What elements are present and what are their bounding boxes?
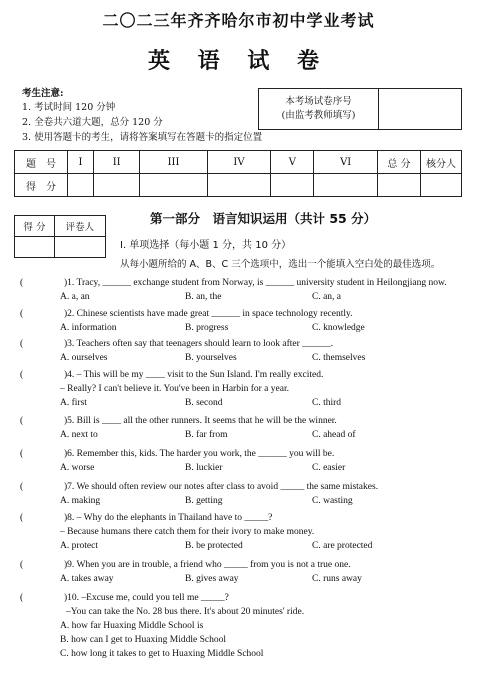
question-7 [20,480,460,508]
sequence-label-line1: 本考场试卷序号 [285,96,352,107]
question-response: –You can take the No. 28 bus there. It's about 20 minutes' ride. [66,607,305,617]
score-cell [140,174,207,197]
answer-paren: ( [20,416,24,426]
score-cell [271,174,314,197]
question-9 [20,558,460,586]
question-stem: )5. Bill is ____ all the other runners. It seems that he will be the winner. [64,416,337,426]
score-cell [93,174,140,197]
grader-score-label: 得 分 [15,216,55,237]
answer-paren: ( [20,309,24,319]
header-cell-4: IV [207,151,271,174]
option-b: B. how can I get to Huaxing Middle School [60,635,226,645]
question-response: – Because humans there catch them for their ivory to make money. [60,527,315,537]
option-b: B. far from [185,430,228,440]
note-item-3: 3. 使用答题卡的考生，请将答案填写在答题卡的指定位置 [22,132,263,143]
grader-label: 评卷人 [54,216,105,237]
question-stem: )9. When you are in trouble, a friend who _____ from you is not a true one. [64,560,351,570]
option-a: A. ourselves [60,353,108,363]
header-cell-5: V [271,151,314,174]
score-cell [378,174,421,197]
option-a: A. worse [60,463,95,473]
score-cell [314,174,378,197]
exam-sequence-box [258,88,462,130]
answer-paren: ( [20,482,24,492]
grader-score-cell [15,237,55,258]
option-c: C. ahead of [312,430,356,440]
header-cell-3: III [140,151,207,174]
option-c: C. knowledge [312,323,365,333]
question-4 [20,368,460,410]
score-cell [68,174,94,197]
grader-table [14,215,106,258]
note-item-2: 2. 全卷共六道大题，总分 120 分 [22,117,163,128]
option-b: B. progress [185,323,229,333]
option-a: A. takes away [60,574,114,584]
question-8 [20,511,460,553]
answer-paren: ( [20,513,24,523]
option-a: A. next to [60,430,98,440]
question-stem: )10. –Excuse me, could you tell me _____? [64,593,229,603]
question-stem: )4. – This will be my ____ visit to the Sun Island. I'm really excited. [64,370,324,380]
option-c: C. an, a [312,292,342,302]
question-2 [20,307,460,335]
grader-name-cell [54,237,105,258]
question-stem: )2. Chinese scientists have made great ______ in space technology recently. [64,309,353,319]
answer-paren: ( [20,560,24,570]
note-item-1: 1. 考试时间 120 分钟 [22,102,116,113]
section-instruction: 从每小题所给的 A、B、C 三个选项中，选出一个能填入空白处的最佳选项。 [120,259,441,270]
header-cell-6: VI [314,151,378,174]
option-a: A. making [60,496,101,506]
option-c: C. are protected [312,541,373,551]
option-a: A. first [60,398,87,408]
score-table-score-row [15,174,462,197]
part-title: 第一部分 语言知识运用（共计 55 分） [150,211,377,226]
option-a: A. information [60,323,117,333]
option-c: C. runs away [312,574,362,584]
option-c: C. wasting [312,496,353,506]
option-a: A. how far Huaxing Middle School is [60,621,204,631]
question-stem: )7. We should often review our notes after class to avoid _____ the same mistakes. [64,482,379,492]
option-c: C. easier [312,463,346,473]
option-b: B. yourselves [185,353,237,363]
question-1 [20,276,460,304]
option-b: B. getting [185,496,223,506]
option-c: C. themselves [312,353,366,363]
header-cell-question: 题 号 [15,151,68,174]
answer-paren: ( [20,449,24,459]
score-table-header-row [15,151,462,174]
question-3 [20,337,460,365]
sequence-label [259,89,379,129]
notes-heading: 考生注意: [22,88,64,99]
question-5 [20,414,460,442]
question-response: – Really? I can't believe it. You've been in Harbin for a year. [60,384,289,394]
answer-paren: ( [20,370,24,380]
question-10 [20,591,460,661]
score-row-label: 得 分 [15,174,68,197]
option-b: B. be protected [185,541,243,551]
header-cell-checker: 核分人 [421,151,462,174]
question-stem: )8. – Why do the elephants in Thailand have to _____? [64,513,273,523]
section-title: I. 单项选择（每小题 1 分，共 10 分） [120,240,292,251]
option-b: B. luckier [185,463,223,473]
option-c: C. how long it takes to get to Huaxing Middle School [60,649,264,659]
option-a: A. protect [60,541,98,551]
score-table [14,150,462,197]
option-b: B. gives away [185,574,239,584]
exam-title: 二〇二三年齐齐哈尔市初中学业考试 [102,11,375,30]
sequence-label-line2: (由监考教师填写) [281,110,356,121]
option-c: C. third [312,398,342,408]
answer-paren: ( [20,339,24,349]
header-cell-2: II [93,151,140,174]
answer-paren: ( [20,593,24,603]
header-cell-total: 总 分 [378,151,421,174]
option-b: B. an, the [185,292,222,302]
header-cell-1: I [68,151,94,174]
question-stem: )1. Tracy, ______ exchange student from Norway, is ______ university student in Heilongjiang now. [64,278,447,288]
option-b: B. second [185,398,223,408]
question-stem: )6. Remember this, kids. The harder you work, the ______ you will be. [64,449,335,459]
score-cell [421,174,462,197]
exam-subtitle: 英 语 试 卷 [148,48,329,74]
option-a: A. a, an [60,292,90,302]
question-6 [20,447,460,475]
question-stem: )3. Teachers often say that teenagers should learn to look after ______. [64,339,334,349]
answer-paren: ( [20,278,24,288]
score-cell [207,174,271,197]
